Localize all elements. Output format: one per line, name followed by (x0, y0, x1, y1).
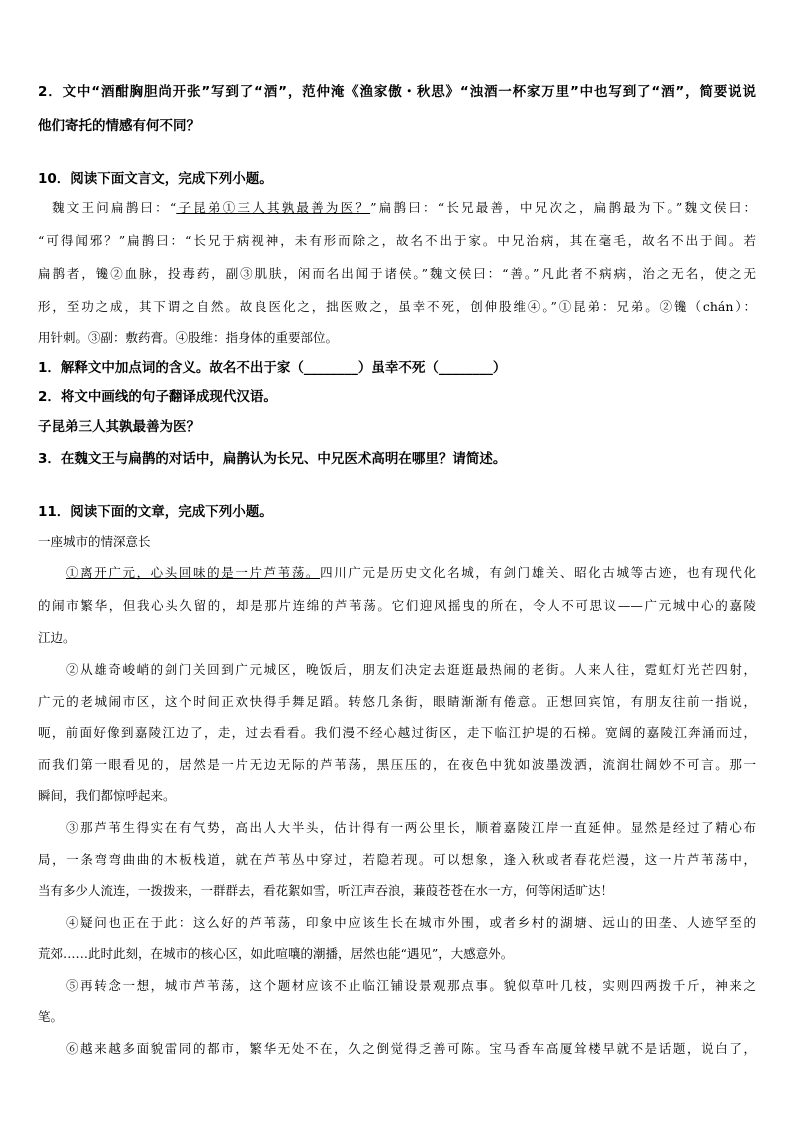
q2-line-1: 2．文中“酒酣胸胆尚开张”写到了“酒”，范仲淹《渔家傲・秋思》“浊酒一杯家万里”中也写到了“酒”，简要说说 (38, 84, 756, 100)
p2-line-5: 瞬间，我们都惊呼起来。 (38, 788, 176, 803)
q10-passage-line-3: 扁鹊者，镵②血脉，投毒药，副③肌肤，闲而名出闻于诸侯。”魏文侯曰：“善。”凡此者不病病，治之无名，使之无 (38, 266, 756, 281)
p6-line-1: ⑥越来越多面貌雷同的都市，繁华无处不在，久之倒觉得乏善可陈。宝马香车高厦耸楼早就不是话题，说白了， (66, 1041, 756, 1056)
q10-passage-line-4: 形，至功之成，其下谓之自然。故良医化之，拙医败之，虽幸不死，创伸股维④。”①昆弟：兄弟。②镵（chán）： (38, 299, 756, 314)
q10-sub2-sentence: 子昆弟三人其孰最善为医？ (38, 419, 200, 435)
p2-line-2: 广元的老城闹市区，这个时间正欢快得手舞足蹈。转悠几条街，眼睛渐渐有倦意。正想回宾馆，有朋友往前一指说， (38, 694, 756, 709)
p5-line-2: 笔。 (38, 1009, 64, 1024)
q11-title: 11．阅读下面的文章，完成下列小题。 (38, 504, 273, 520)
p3-line-3: 当有多少人流连，一拨拨来，一群群去，看花絮如雪，听江声吞浪，蒹葭苍苍在水一方，何等闲适旷达！ (38, 883, 614, 898)
q10-title: 10．阅读下面文言文，完成下列小题。 (38, 171, 273, 187)
p1-line-3: 江边。 (38, 630, 76, 645)
answer-blank-1[interactable]: ________ (303, 360, 358, 376)
p1-line-2: 的闹市繁华，但我心头久留的，却是那片连绵的芦苇荡。它们迎风摇曳的所在，令人不可思议——广元城中心的嘉陵 (38, 598, 756, 613)
q10-sub2: 2．将文中画线的句子翻译成现代汉语。 (38, 389, 277, 405)
underlined-sentence: 子昆弟①三人其孰最善为医？ (176, 200, 371, 215)
p2-line-1: ②从雄奇峻峭的剑门关回到广元城区，晚饭后，朋友们决定去逛逛最热闹的老街。人来人往，霓虹灯光芒四射， (66, 662, 756, 677)
p5-line-1: ⑤再转念一想，城市芦苇荡，这个题材应该不止临江铺设景观那点事。貌似草叶几枝，实则四两拨千斤，神来之 (66, 978, 756, 993)
q10-passage-line-1: 魏文王问扁鹊曰：“子昆弟①三人其孰最善为医？”扁鹊曰：“长兄最善，中兄次之，扁鹊最为下。”魏文侯曰： (52, 200, 756, 215)
p4-line-2: 荒郊……此时此刻，在城市的核心区，如此喧嚷的潮播，居然也能“遇见”，大感意外。 (38, 946, 514, 961)
q10-sub3: 3．在魏文王与扁鹊的对话中，扁鹊认为长兄、中兄医术高明在哪里？请简述。 (38, 451, 507, 467)
p1-line-1: ①离开广元，心头回味的是一片芦苇荡。四川广元是历史文化名城，有剑门雄关、昭化古城等古迹，也有现代化 (66, 565, 756, 580)
p3-line-1: ③那芦苇生得实在有气势，高出人大半头，估计得有一两公里长，顺着嘉陵江岸一直延伸。显然是经过了精心布 (66, 820, 756, 835)
p2-line-4: 而我们第一眼看见的，居然是一片无边无际的芦苇荡，黑压压的，在夜色中犹如波墨泼洒，流润壮阔妙不可言。那一 (38, 757, 756, 772)
q10-passage-line-2: “可得闻邪？”扁鹊曰：“长兄于病视神，未有形而除之，故名不出于家。中兄治病，其在毫毛，故名不出于闾。若 (38, 233, 756, 248)
answer-blank-2[interactable]: ________ (438, 360, 493, 376)
p2-line-3: 呃，前面好像到嘉陵江边了，走，过去看看。我们漫不经心越过街区，走下临江护堤的石梯。宽阔的嘉陵江奔涌而过， (38, 725, 756, 740)
p4-line-1: ④疑问也正在于此：这么好的芦苇荡，印象中应该生长在城市外围，或者乡村的湖塘、远山的田垄、人迹罕至的 (66, 915, 756, 930)
underlined-sentence: ①离开广元，心头回味的是一片芦苇荡。 (66, 565, 321, 580)
q2-line-2: 他们寄托的情感有何不同？ (38, 118, 200, 134)
q10-passage-line-5: 用针刺。③副：敷药膏。④股维：指身体的重要部位。 (38, 330, 339, 345)
q10-sub1: 1．解释文中加点词的含义。故名不出于家（________）虽幸不死（________） (38, 360, 507, 376)
article-title: 一座城市的情深意长 (38, 534, 151, 549)
p3-line-2: 局，一条弯弯曲曲的木板栈道，就在芦苇丛中穿过，若隐若现。可以想象，逢入秋或者春花烂漫，这一片芦苇荡中， (38, 852, 756, 867)
